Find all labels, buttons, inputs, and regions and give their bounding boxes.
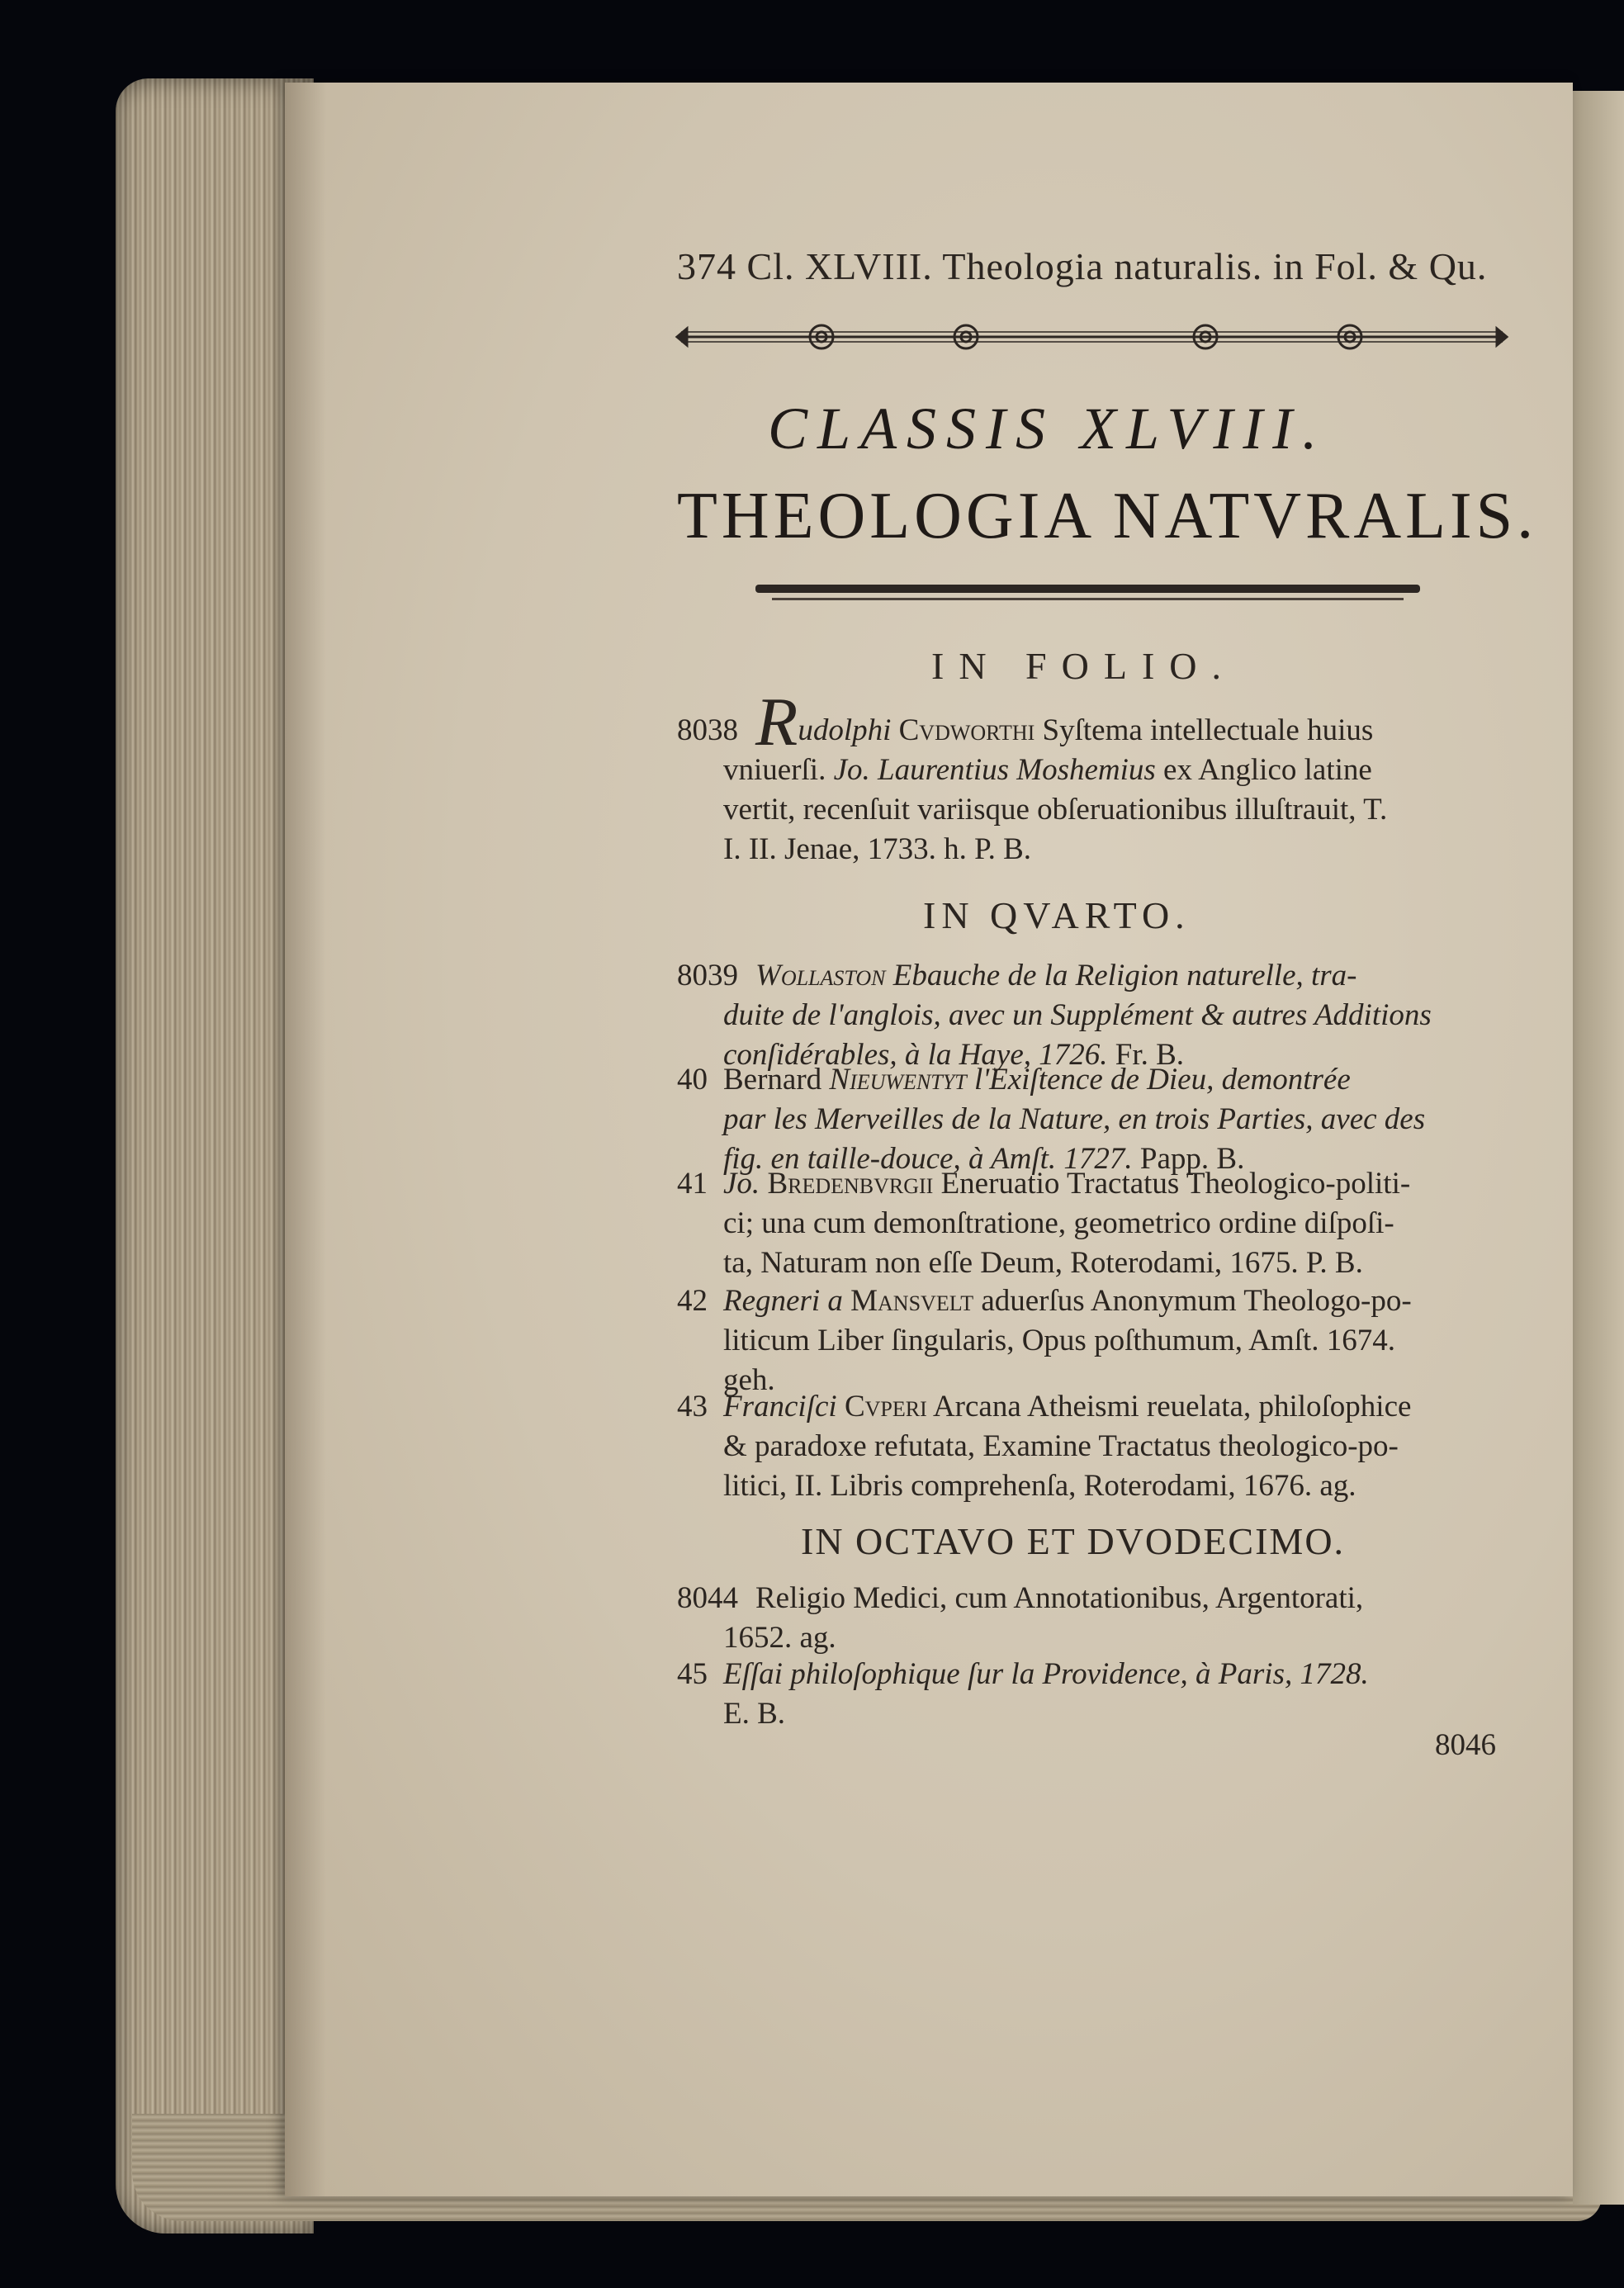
entry-text: Eneruatio Tractatus Theologico-politi- [940,1167,1411,1201]
catalog-entry-8038 [677,684,1507,869]
entry-text: par les Merveilles de la Nature, en trois Parties, avec des [723,1102,1426,1136]
section-heading-folio: IN FOLIO. [931,645,1236,687]
catchword: 8046 [1435,1728,1496,1762]
entry-number: 8039 [677,959,738,992]
entry-number: 41 [677,1167,708,1201]
book-page-edges [116,78,314,2234]
catalog-entry-8039 [677,956,1507,1075]
entry-text: I. II. Jenae, 1733. h. P. B. [723,832,1032,866]
binding-note: Papp. B. [1139,1142,1245,1176]
entry-text: liticum Liber ſingularis, Opus poſthumum, Amſt. 1674. [723,1324,1395,1357]
title-rule-thick [755,585,1420,593]
entry-text: l'Exiſtence de Dieu, demontrée [973,1063,1351,1097]
author-surname: Cvperi [844,1390,927,1423]
catalog-entry-42 [677,1281,1507,1400]
author-forename: Jo. [723,1167,760,1201]
author-surname: Cvdworthi [898,713,1035,747]
decorative-ornament-rule [673,320,1511,353]
entry-number: 40 [677,1063,708,1097]
page-gutter-shadow [285,83,326,2196]
author-surname: Bredenbvrgii [767,1167,934,1201]
catalog-entry-41 [677,1164,1507,1283]
entry-text: Ebauche de la Religion naturelle, tra- [892,959,1357,992]
entry-text: Eſſai philoſophique ſur la Providence, à Paris, 1728. [723,1657,1369,1691]
entry-text: vertit, recenſuit variisque obſeruationibus illuſtrauit, T. [723,793,1388,827]
subject-title: THEOLOGIA NATVRALIS. [677,480,1538,552]
entry-text: ex Anglico latine [1163,753,1372,787]
entry-number: 43 [677,1390,708,1423]
entry-text: Religio Medici, cum Annotationibus, Argentorati, [755,1581,1364,1615]
class-title: CLASSIS XLVIII. [768,396,1328,462]
entry-text: ci; una cum demonſtratione, geometrico ordine diſpoſi- [723,1206,1394,1240]
entry-text: aduerſus Anonymum Theologo-po- [981,1284,1412,1318]
catalog-entry-43 [677,1387,1507,1506]
section-heading-quarto: IN QVARTO. [923,894,1191,936]
author-forename: Regneri a [723,1284,843,1318]
entry-number: 42 [677,1284,708,1318]
entry-text: duite de l'anglois, avec un Supplément & autres Additions [723,998,1432,1032]
entry-text: ta, Naturam non eſſe Deum, Roterodami, 1675. P. B. [723,1246,1363,1280]
binding-note: Fr. B. [1115,1038,1185,1072]
entry-text: litici, II. Libris comprehenſa, Roterodami, 1676. ag. [723,1469,1356,1503]
entry-text: conſidérables, à la Haye, 1726. [723,1038,1108,1072]
entry-text: Arcana Atheismi reuelata, philoſophice [932,1390,1412,1423]
section-heading-octavo: IN OCTAVO ET DVODECIMO. [801,1520,1346,1562]
author-forename: Franciſci [723,1390,837,1423]
title-rule-thin [772,598,1404,600]
entry-number: 45 [677,1657,708,1691]
running-head: 374 Cl. XLVIII. Theologia naturalis. in Fol. & Qu. [677,245,1488,287]
author-forename: Bernard [723,1063,822,1097]
entry-text: fig. en taille-douce, à Amſt. 1727. [723,1142,1133,1176]
entry-number: 8038 [677,713,738,747]
entry-text: & paradoxe refutata, Examine Tractatus theologico-po- [723,1429,1399,1463]
entry-number: 8044 [677,1581,738,1615]
entry-text: vniuerſi. [723,753,826,787]
author-surname: Nieuwentyt [829,1063,967,1097]
entry-text: Syſtema intellectuale huius [1042,713,1374,747]
facing-page-edge [1573,91,1624,2205]
entry-text: 1652. ag. [723,1621,836,1655]
drop-initial: R [755,684,798,760]
catalog-entry-45 [677,1655,1507,1734]
translator: Jo. Laurentius Moshemius [833,753,1156,787]
author-surname: Mansvelt [850,1284,974,1318]
catalog-entry-40 [677,1060,1507,1179]
catalog-entry-8044 [677,1579,1507,1658]
binding-note: geh. [723,1363,775,1397]
binding-note: E. B. [723,1697,786,1731]
author-forename: udolphi [798,713,892,747]
author-surname: Wollaston [755,959,886,992]
